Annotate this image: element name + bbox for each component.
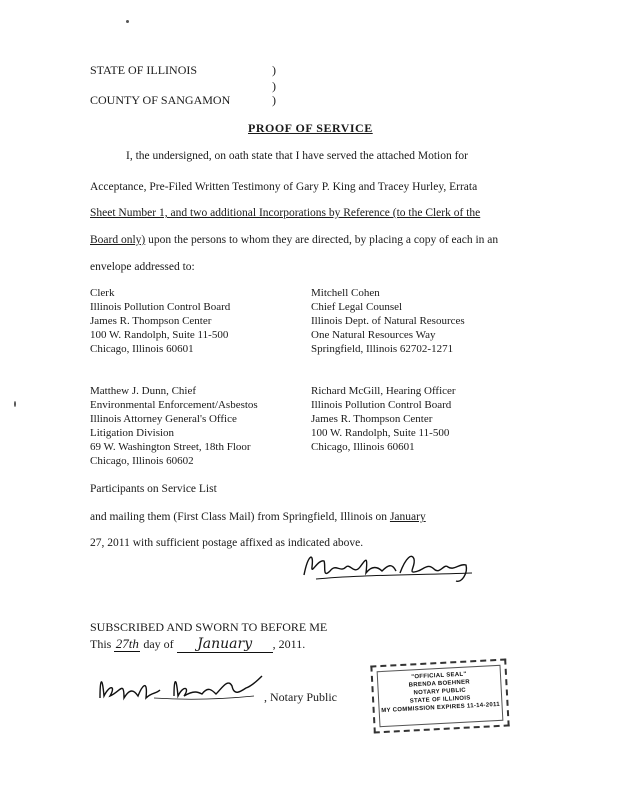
address-line: Clerk (90, 287, 115, 299)
state-caption: STATE OF ILLINOIS (90, 63, 198, 77)
address-line: Chicago, Illinois 60601 (90, 343, 194, 355)
caption-brace: ) (272, 79, 276, 93)
document-title: PROOF OF SERVICE (248, 121, 373, 135)
address-line: Illinois Pollution Control Board (311, 399, 452, 411)
address-block-cohen (311, 286, 465, 356)
stamp-line: "OFFICIAL SEAL" (411, 671, 467, 681)
address-line: James R. Thompson Center (311, 413, 433, 425)
scan-mark (14, 401, 16, 407)
county-caption: COUNTY OF SANGAMON (90, 93, 231, 107)
mailing-text: and mailing them (First Class Mail) from Springfield, Illinois on (90, 511, 390, 523)
address-line: Mitchell Cohen (311, 287, 380, 299)
official-seal-stamp (370, 658, 509, 733)
address-line: Environmental Enforcement/Asbestos (90, 399, 258, 411)
stamp-line: STATE OF ILLINOIS (409, 695, 471, 705)
mailing-month: January (389, 511, 426, 523)
address-line: Chicago, Illinois 60602 (90, 455, 194, 467)
address-line: 69 W. Washington Street, 18th Floor (90, 441, 251, 453)
sworn-heading: SUBSCRIBED AND SWORN TO BEFORE ME (90, 620, 328, 634)
stamp-line: MY COMMISSION EXPIRES 11-14-2011 (381, 701, 501, 715)
stamp-line: BRENDA BOEHNER (408, 679, 471, 689)
affiant-signature (296, 545, 476, 587)
address-line: Litigation Division (90, 427, 175, 439)
body-line: Acceptance, Pre-Filed Written Testimony of Gary P. King and Tracey Hurley, Errata (90, 181, 478, 193)
day-of-label: day of (143, 637, 174, 651)
this-label: This (90, 637, 112, 651)
address-line: Matthew J. Dunn, Chief (90, 385, 197, 397)
address-block-clerk (90, 286, 230, 356)
address-line: James R. Thompson Center (90, 315, 212, 327)
body-line: envelope addressed to: (90, 261, 195, 273)
address-line: Richard McGill, Hearing Officer (311, 385, 456, 397)
scan-speck (126, 20, 129, 23)
address-line: Illinois Pollution Control Board (90, 301, 231, 313)
stamp-line: NOTARY PUBLIC (413, 687, 467, 697)
caption-brace: ) (272, 63, 276, 77)
mailing-line (90, 510, 426, 525)
stamp-text (377, 665, 504, 727)
year-label: , 2011. (272, 637, 306, 651)
address-block-mcgill (311, 384, 456, 454)
caption-brace: ) (272, 93, 276, 107)
address-line: 100 W. Randolph, Suite 11-500 (90, 329, 229, 341)
month-field: January (177, 637, 273, 653)
address-line: Chicago, Illinois 60601 (311, 441, 415, 453)
body-line: Sheet Number 1, and two additional Incorporations by Reference (to the Clerk of the (90, 207, 481, 219)
body-line (90, 233, 498, 248)
notary-label: , Notary Public (264, 690, 337, 704)
body-line: I, the undersigned, on oath state that I have served the attached Motion for (126, 150, 469, 162)
sworn-date-line (90, 636, 305, 653)
body-line-rest: upon the persons to whom they are directed, by placing a copy of each in an (145, 234, 499, 246)
address-line: Chief Legal Counsel (311, 301, 403, 313)
address-line: 100 W. Randolph, Suite 11-500 (311, 427, 450, 439)
address-line: Illinois Attorney General's Office (90, 413, 237, 425)
address-block-dunn (90, 384, 258, 468)
address-line: Illinois Dept. of Natural Resources (311, 315, 465, 327)
address-line: One Natural Resources Way (311, 329, 436, 341)
day-field: 27th (115, 636, 139, 651)
address-line: Springfield, Illinois 62702-1271 (311, 343, 454, 355)
participants-line: Participants on Service List (90, 483, 217, 495)
board-only-text: Board only) (90, 234, 146, 246)
mailing-line: 27, 2011 with sufficient postage affixed as indicated above. (90, 537, 364, 549)
notary-signature (94, 668, 268, 708)
